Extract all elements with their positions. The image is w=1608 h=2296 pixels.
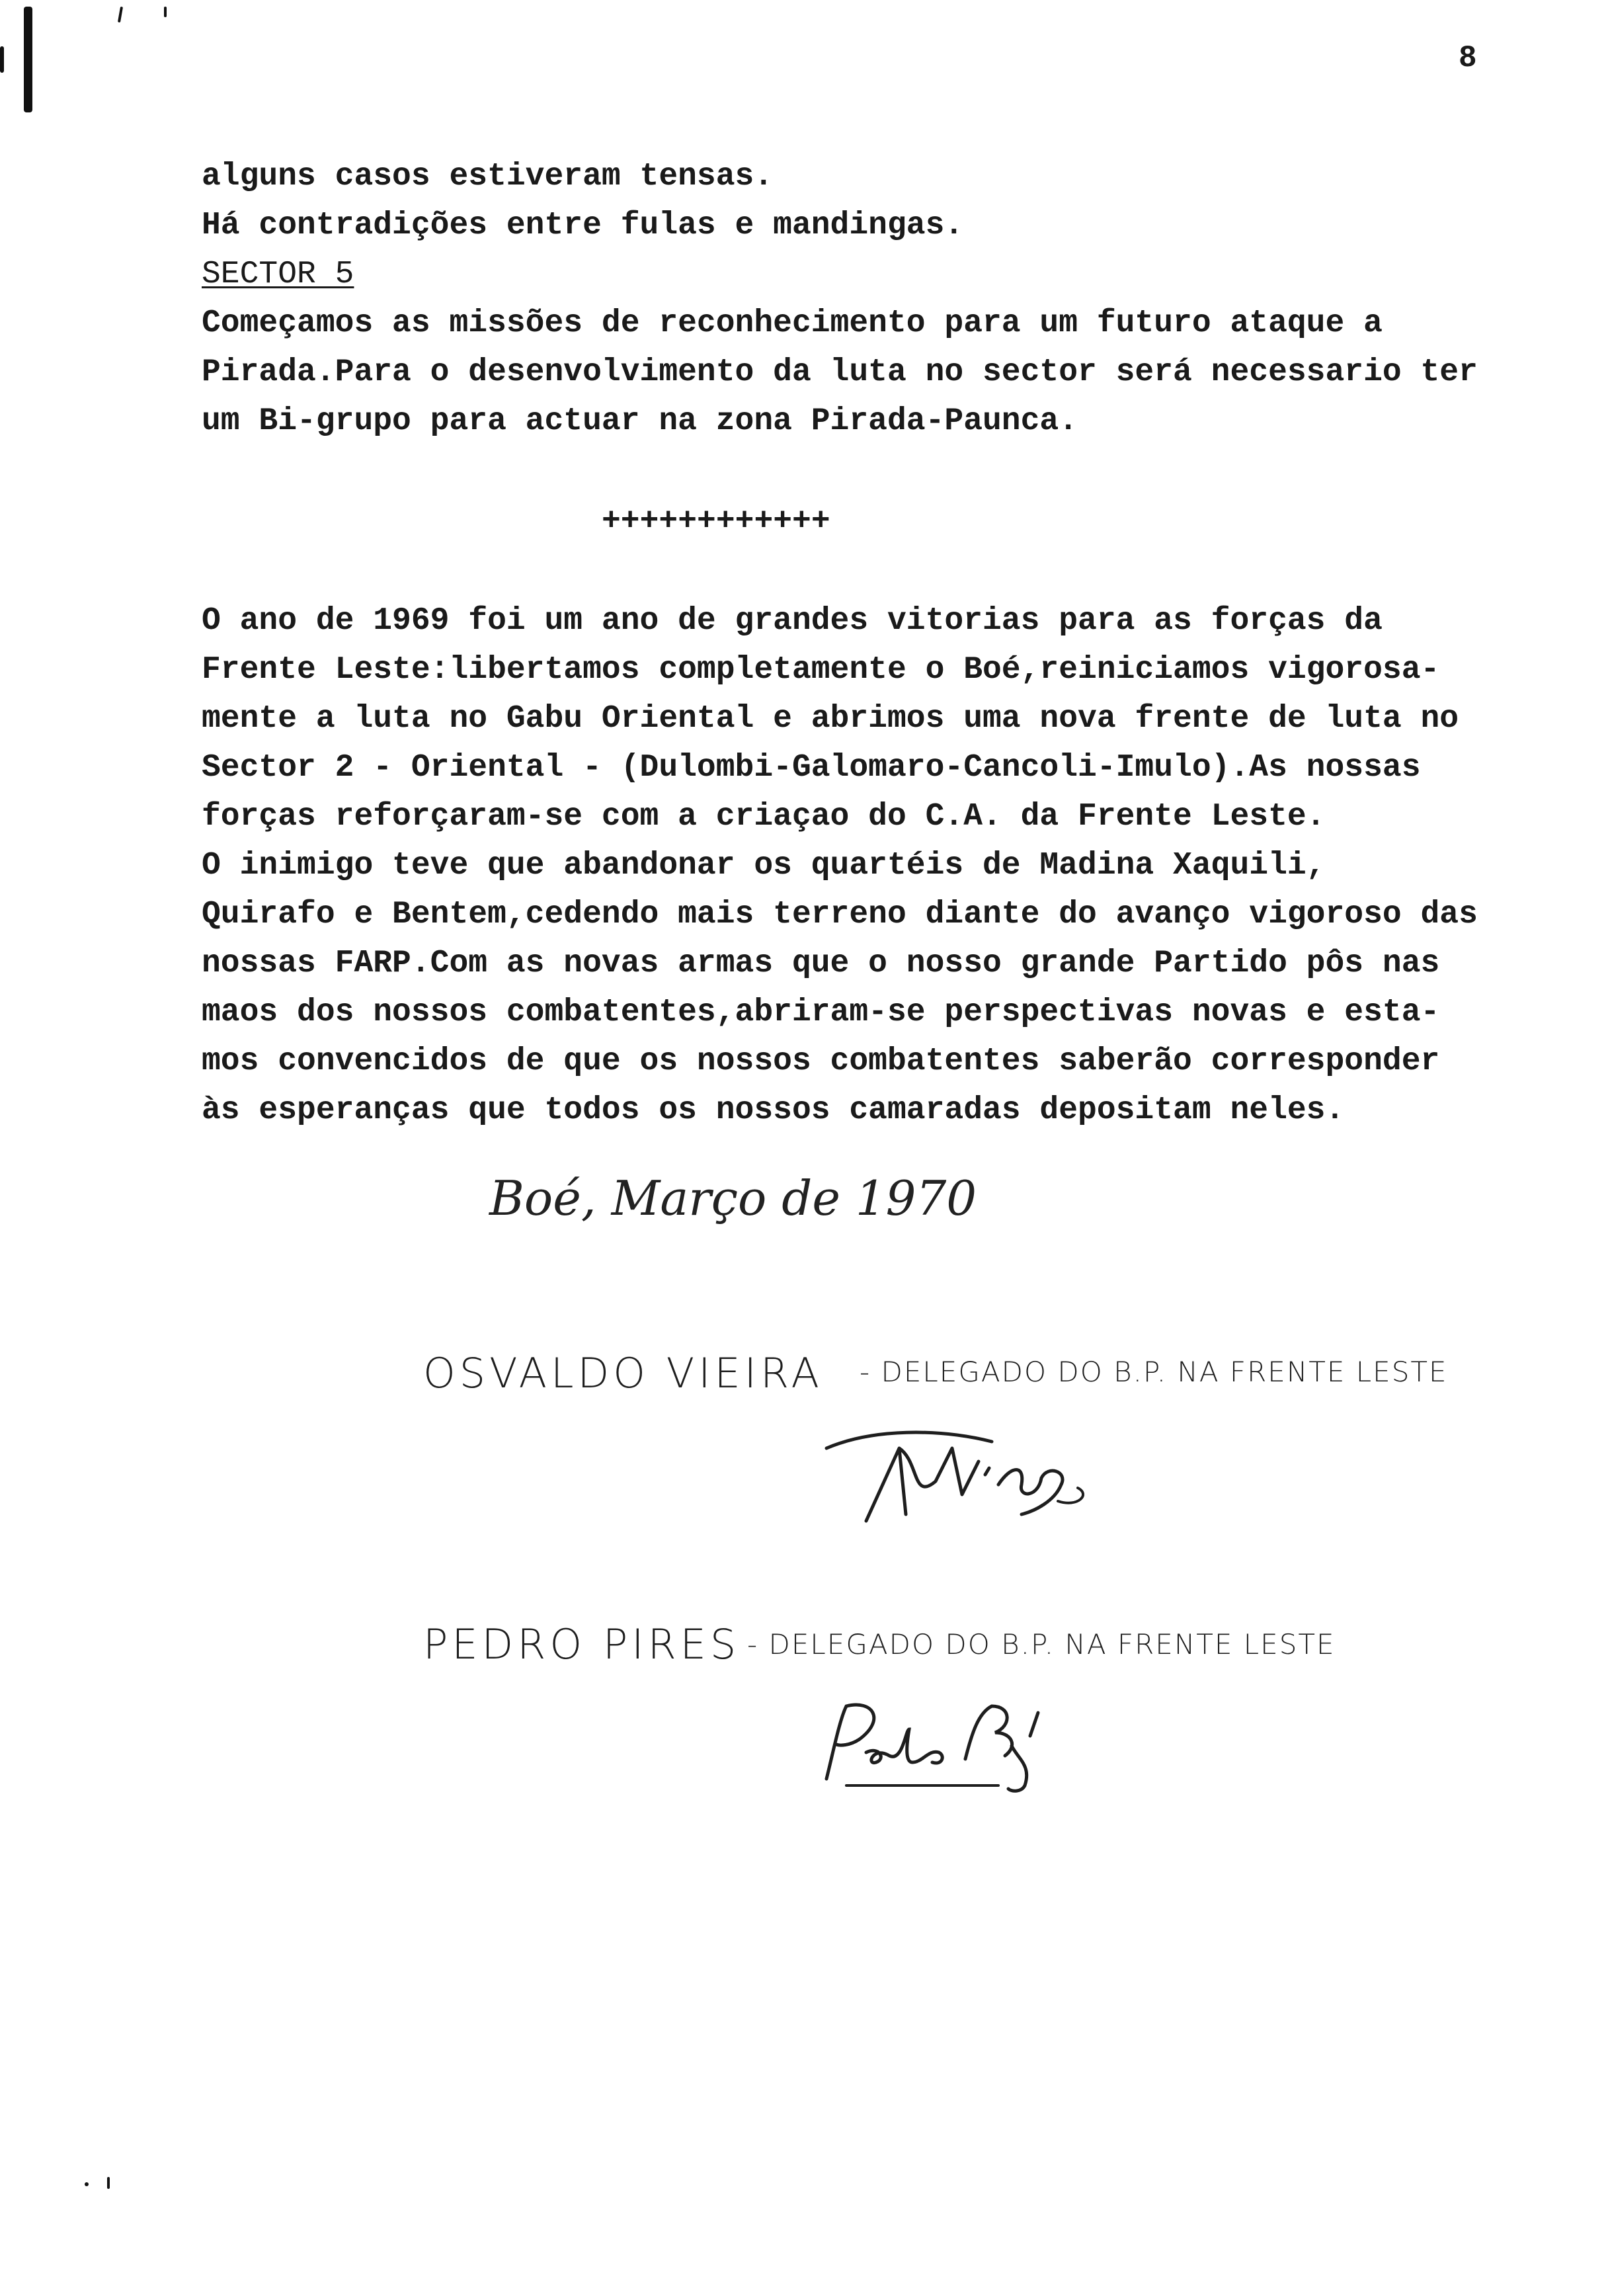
body-line: maos dos nossos combatentes,abriram-se perspectivas novas e esta- bbox=[202, 995, 1440, 1030]
body-line: forças reforçaram-se com a criaçao do C.A. da Frente Leste. bbox=[202, 799, 1326, 835]
binding-mark-small bbox=[0, 46, 4, 73]
body-line: Começamos as missões de reconhecimento para um futuro ataque a bbox=[202, 306, 1383, 341]
signatory-name: PEDRO PIRES bbox=[423, 1620, 741, 1668]
body-line: um Bi-grupo para actuar na zona Pirada-Paunca. bbox=[202, 403, 1078, 439]
place-date: Boé, Março de 1970 bbox=[489, 1170, 977, 1226]
signatory-role: - DELEGADO DO B.P. NA FRENTE LESTE bbox=[747, 1628, 1336, 1660]
page-number: 8 bbox=[1459, 41, 1477, 75]
body-line: mos convencidos de que os nossos combatentes saberão corresponder bbox=[202, 1044, 1440, 1079]
body-line: alguns casos estiveram tensas. bbox=[202, 159, 774, 194]
body-line: Há contradições entre fulas e mandingas. bbox=[202, 208, 964, 243]
body-line: Quirafo e Bentem,cedendo mais terreno diante do avanço vigoroso das bbox=[202, 897, 1478, 932]
body-line: O inimigo teve que abandonar os quartéis de Madina Xaquili, bbox=[202, 848, 1326, 883]
signatory-role: - DELEGADO DO B.P. NA FRENTE LESTE bbox=[860, 1356, 1448, 1388]
tick-mark bbox=[107, 2177, 110, 2189]
body-line: nossas FARP.Com as novas armas que o nosso grande Partido pôs nas bbox=[202, 946, 1440, 981]
signature-vieira bbox=[820, 1422, 1124, 1528]
tick-mark bbox=[164, 7, 167, 17]
signature-pires bbox=[813, 1693, 1091, 1805]
body-line: O ano de 1969 foi um ano de grandes vitorias para as forças da bbox=[202, 603, 1383, 639]
body-line: às esperanças que todos os nossos camaradas depositam neles. bbox=[202, 1092, 1345, 1128]
body-line: mente a luta no Gabu Oriental e abrimos uma nova frente de luta no bbox=[202, 701, 1459, 737]
body-line: Pirada.Para o desenvolvimento da luta no sector será necessario ter bbox=[202, 354, 1478, 390]
separator-line: ++++++++++++ bbox=[602, 504, 830, 540]
body-line: Sector 2 - Oriental - (Dulombi-Galomaro-Cancoli-Imulo).As nossas bbox=[202, 750, 1421, 786]
tick-mark bbox=[85, 2182, 89, 2186]
body-line: Frente Leste:libertamos completamente o Boé,reiniciamos vigorosa- bbox=[202, 652, 1440, 688]
section-heading: SECTOR 5 bbox=[202, 257, 354, 292]
binding-mark bbox=[24, 7, 32, 112]
tick-mark bbox=[118, 7, 123, 22]
signatory-name: OSVALDO VIEIRA bbox=[423, 1349, 823, 1397]
